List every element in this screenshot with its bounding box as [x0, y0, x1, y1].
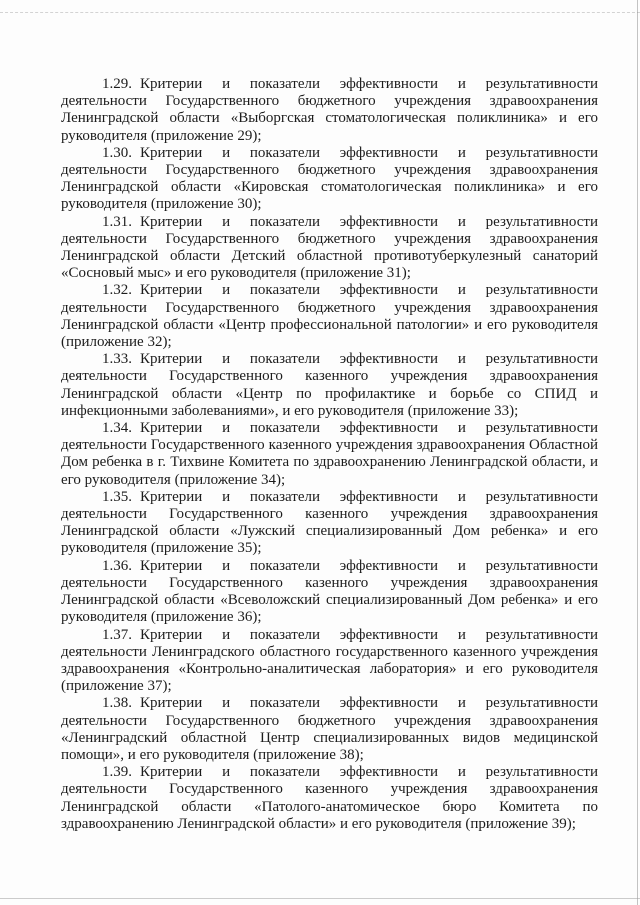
item-text: Критерии и показатели эффективности и результативности деятельности Государственного казенного учреждения здравоохранения Областной Дом ребенка в г. Тихвине Комитета по здравоохранению Ленинградской области, и его руководителя (приложение 34);	[61, 420, 598, 488]
item-number: 1.35.	[102, 488, 132, 505]
list-item-1-29	[61, 76, 598, 145]
list-item-1-34	[61, 420, 598, 489]
item-text: Критерии и показатели эффективности и результативности деятельности Государственного казенного учреждения здравоохранения Ленинградской области «Лужский специализированный Дом ребенка» и его руководителя (приложение 35);	[61, 488, 598, 557]
list-item-1-30	[61, 145, 598, 214]
list-item-1-37	[61, 627, 598, 696]
list-item-1-36	[61, 558, 598, 627]
item-number: 1.32.	[102, 282, 132, 299]
list-item-1-35	[61, 489, 598, 558]
item-number: 1.29.	[102, 76, 132, 92]
list-item-1-39	[61, 764, 598, 833]
item-text: Критерии и показатели эффективности и результативности деятельности Государственного бюджетного учреждения здравоохранения «Ленинградский областной Центр специализированных видов медицинской помощи», и его руководителя (приложение 38);	[61, 695, 598, 763]
item-text: Критерии и показатели эффективности и результативности деятельности Государственного бюджетного учреждения здравоохранения Ленинградской области «Кировская стоматологическая поликлиника» и его руководителя (приложение 30);	[61, 144, 598, 213]
item-number: 1.36.	[102, 557, 132, 574]
item-text: Критерии и показатели эффективности и результативности деятельности Государственного бюджетного учреждения здравоохранения Ленинградской области «Центр профессиональной патологии» и его руководителя (приложение 32);	[61, 282, 598, 351]
scan-edge-top	[0, 12, 640, 13]
item-number: 1.37.	[102, 626, 132, 643]
list-item-1-32	[61, 282, 598, 351]
item-number: 1.39.	[102, 764, 132, 781]
item-text: Критерии и показатели эффективности и результативности деятельности Государственного казенного учреждения здравоохранения Ленинградской области «Центр по профилактике и борьбе со СПИД и инфекционными заболеваниями», и его руководителя (приложение 33);	[61, 351, 598, 419]
item-number: 1.30.	[102, 144, 132, 161]
item-text: Критерии и показатели эффективности и результативности деятельности Государственного казенного учреждения здравоохранения Ленинградской области «Всеволожский специализированный Дом ребенка» и его руководителя (приложение 36);	[61, 557, 598, 626]
item-text: Критерии и показатели эффективности и результативности деятельности Государственного бюджетного учреждения здравоохранения Ленинградской области «Выборгская стоматологическая поликлиника» и его руководителя (приложение 29);	[61, 76, 598, 144]
scan-edge-right	[637, 0, 638, 905]
document-body	[61, 76, 598, 833]
item-number: 1.34.	[102, 420, 132, 437]
item-number: 1.31.	[102, 213, 132, 230]
item-text: Критерии и показатели эффективности и результативности деятельности Государственного бюджетного учреждения здравоохранения Ленинградской области Детский областной противотуберкулезный санаторий «Сосновый мыс» и его руководителя (приложение 31);	[61, 213, 598, 282]
list-item-1-31	[61, 214, 598, 283]
item-number: 1.38.	[102, 695, 132, 712]
list-item-1-38	[61, 695, 598, 764]
scan-edge-bottom	[0, 898, 640, 899]
item-text: Критерии и показатели эффективности и результативности деятельности Государственного казенного учреждения здравоохранения Ленинградской области «Патолого-анатомическое бюро Комитета по здравоохранению Ленинградской области» и его руководителя (приложение 39);	[61, 764, 598, 832]
list-item-1-33	[61, 351, 598, 420]
item-number: 1.33.	[102, 351, 132, 368]
item-text: Критерии и показатели эффективности и результативности деятельности Ленинградского областного государственного казенного учреждения здравоохранения «Контрольно-аналитическая лаборатория» и его руководителя (приложение 37);	[61, 626, 598, 695]
